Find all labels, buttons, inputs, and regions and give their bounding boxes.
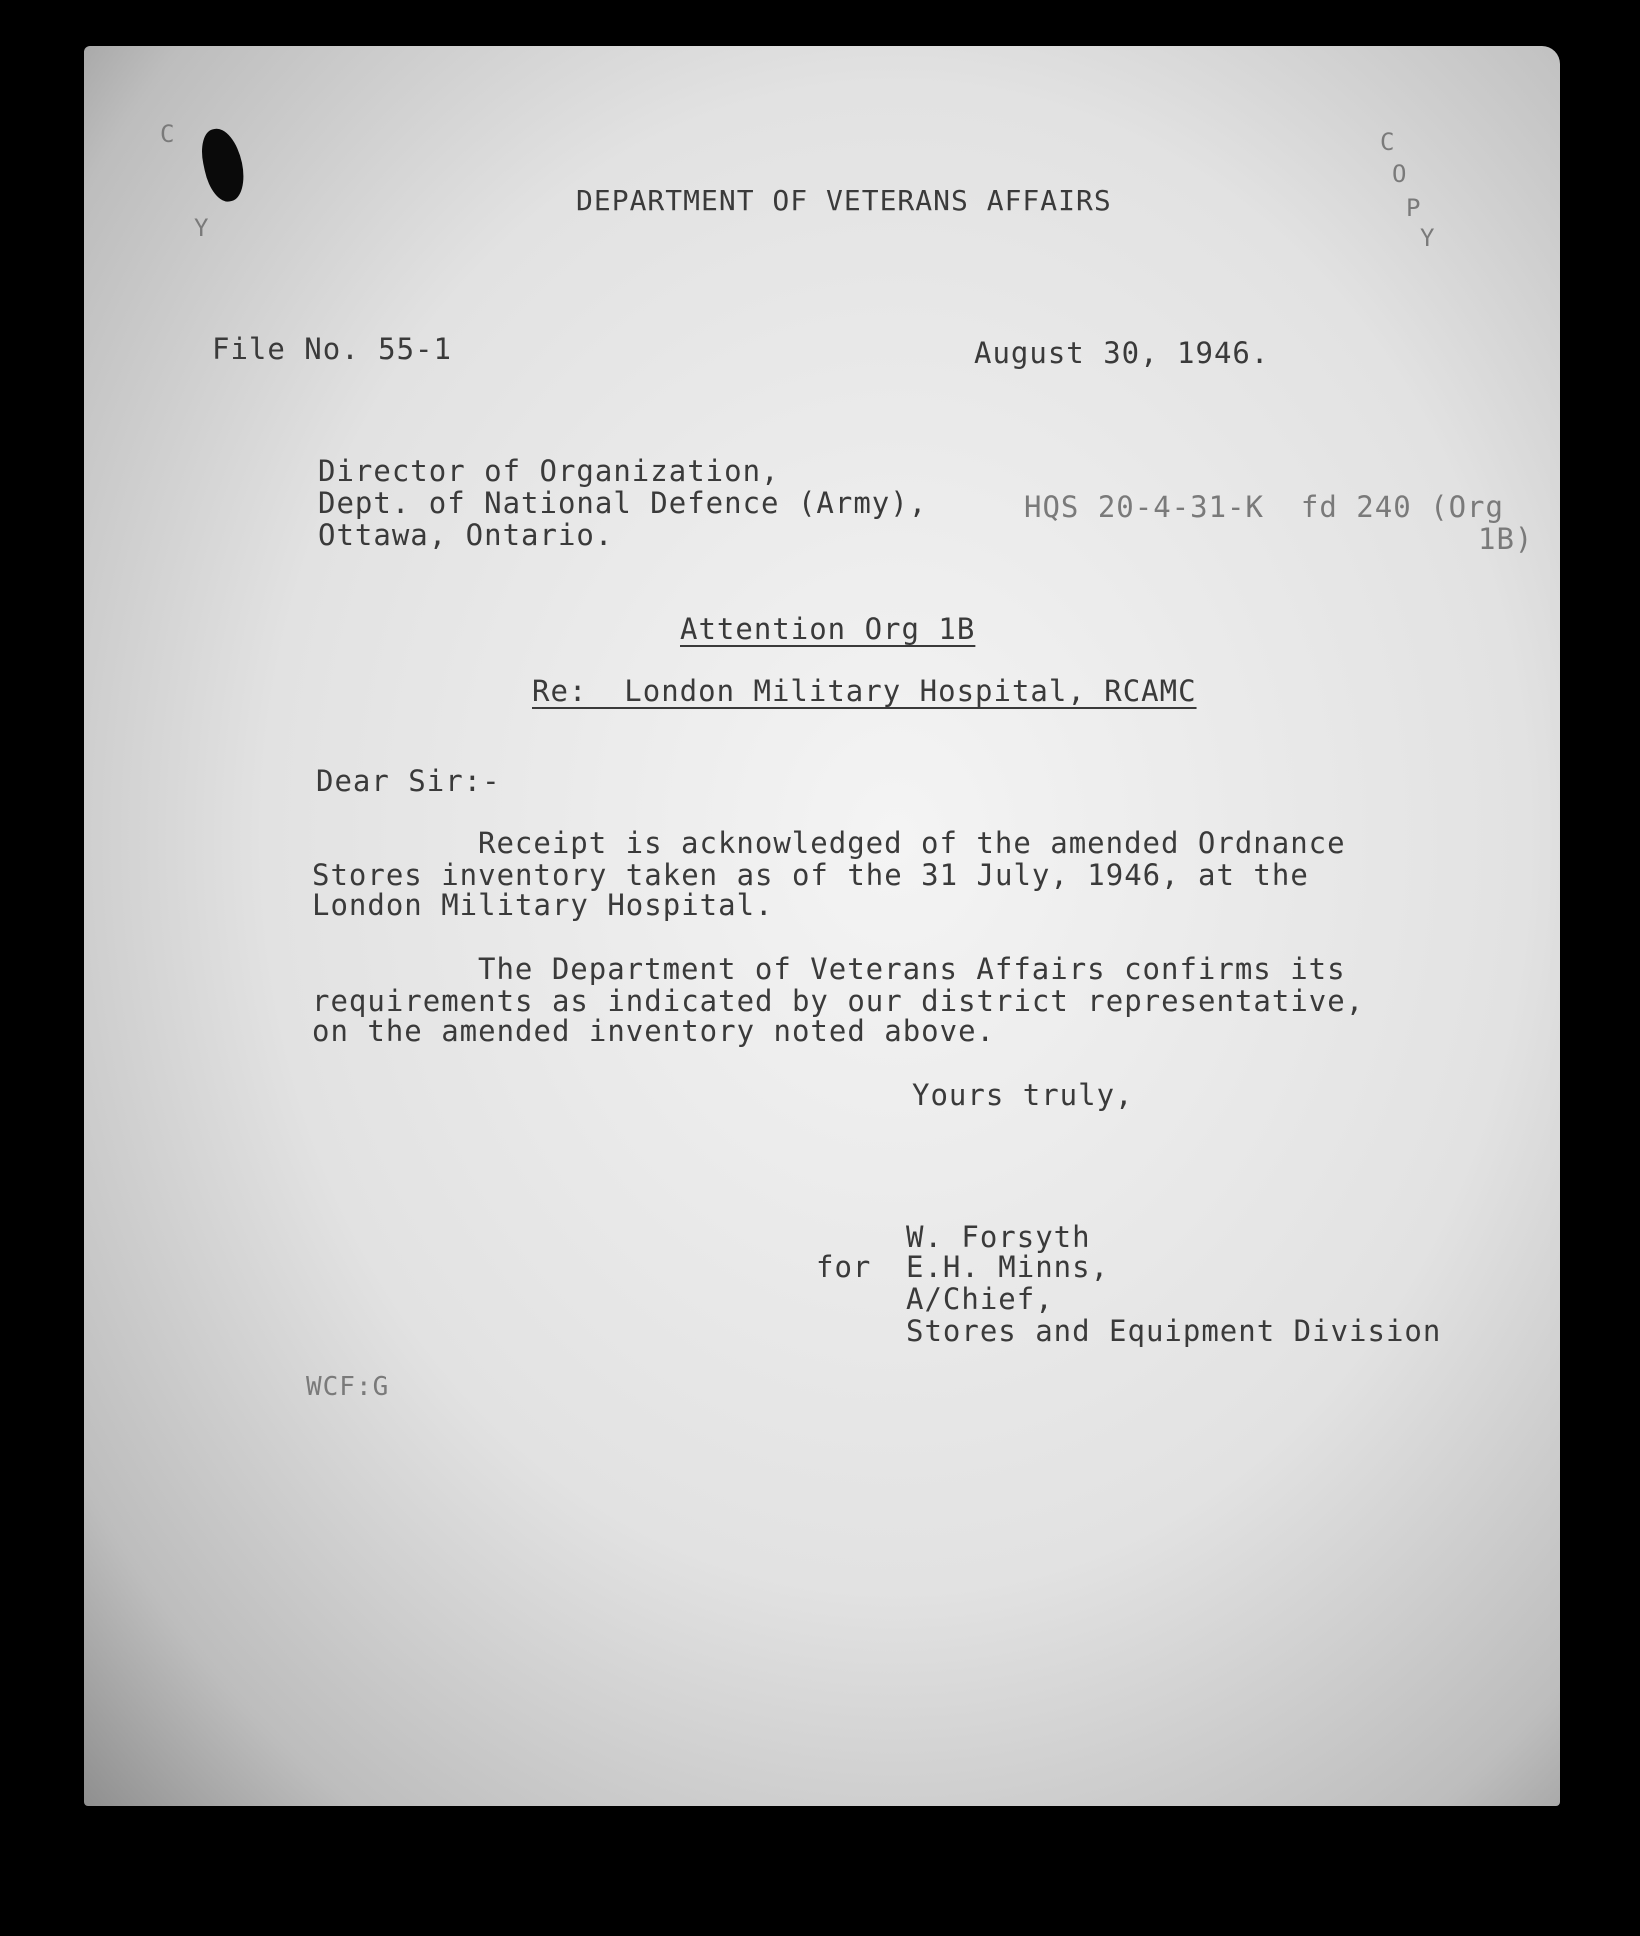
file-number: File No. 55-1 bbox=[212, 332, 452, 366]
salutation: Dear Sir:- bbox=[316, 764, 501, 798]
copy-stamp-y: Y bbox=[1420, 224, 1436, 252]
addressee-line-3: Ottawa, Ontario. bbox=[318, 518, 614, 552]
letter-date: August 30, 1946. bbox=[974, 336, 1270, 370]
body-paragraph-1-line-1: Receipt is acknowledged of the amended Ordnance bbox=[478, 826, 1346, 860]
body-paragraph-2-line-3: on the amended inventory noted above. bbox=[312, 1014, 996, 1048]
typist-initials: WCF:G bbox=[306, 1372, 390, 1402]
body-paragraph-2-line-2: requirements as indicated by our district representative, bbox=[312, 984, 1365, 1018]
corner-stamp-left-y: Y bbox=[194, 214, 210, 242]
body-paragraph-1-line-3: London Military Hospital. bbox=[312, 888, 774, 922]
subject-line: Re: London Military Hospital, RCAMC bbox=[532, 674, 1197, 708]
addressee-line-1: Director of Organization, bbox=[318, 454, 780, 488]
document-page bbox=[84, 46, 1560, 1806]
department-heading: DEPARTMENT OF VETERANS AFFAIRS bbox=[576, 184, 1112, 217]
signature-title: A/Chief, bbox=[906, 1282, 1054, 1316]
complimentary-closing: Yours truly, bbox=[912, 1078, 1134, 1112]
signatory-name: W. Forsyth bbox=[906, 1220, 1091, 1254]
reference-number-cont: 1B) bbox=[1478, 522, 1534, 556]
copy-stamp-p: P bbox=[1406, 194, 1422, 222]
copy-stamp-o: O bbox=[1392, 160, 1408, 188]
body-paragraph-1-line-2: Stores inventory taken as of the 31 July, 1946, at the bbox=[312, 858, 1309, 892]
body-paragraph-2-line-1: The Department of Veterans Affairs confirms its bbox=[478, 952, 1346, 986]
signature-for-label: for bbox=[816, 1250, 872, 1284]
ink-blot bbox=[197, 125, 250, 205]
signature-division: Stores and Equipment Division bbox=[906, 1314, 1442, 1348]
signature-principal: E.H. Minns, bbox=[906, 1250, 1110, 1284]
attention-line: Attention Org 1B bbox=[680, 612, 976, 646]
copy-stamp-c: C bbox=[1380, 128, 1396, 156]
corner-stamp-left-c: C bbox=[160, 120, 176, 148]
addressee-line-2: Dept. of National Defence (Army), bbox=[318, 486, 928, 520]
reference-number: HQS 20-4-31-K fd 240 (Org bbox=[1024, 490, 1504, 524]
